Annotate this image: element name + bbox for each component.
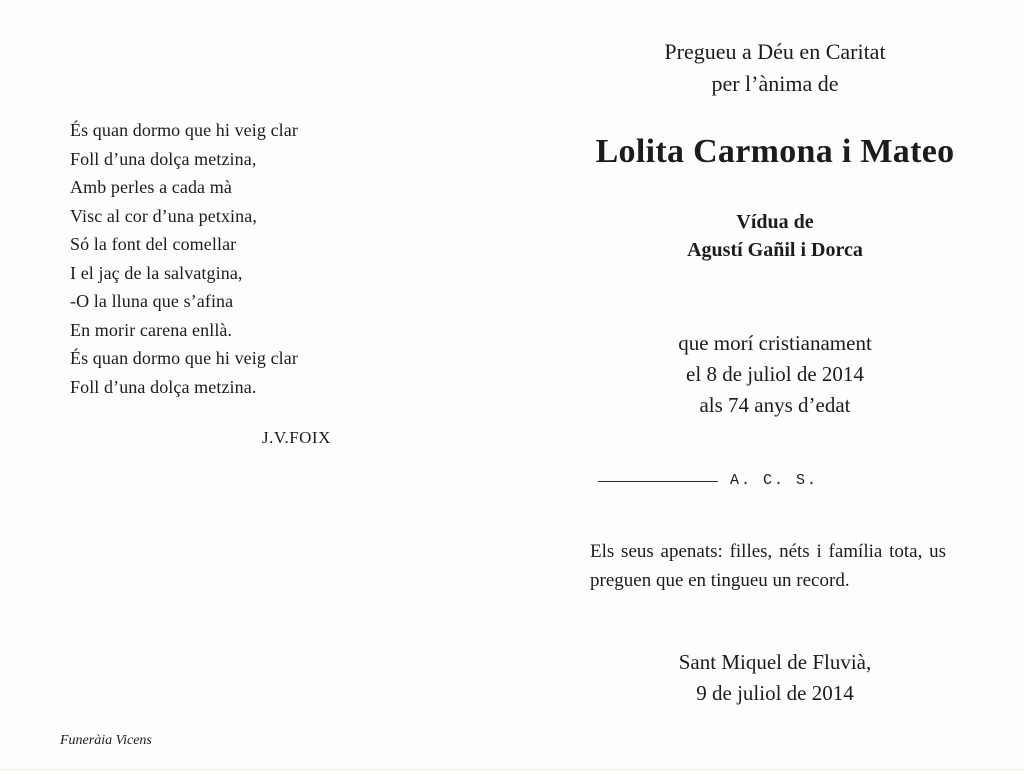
poem-line: En morir carena enllà. <box>70 319 233 340</box>
prayer-line-2: per l’ànima de <box>711 71 839 96</box>
funeral-home-mark: Funeràia Vicens <box>60 733 152 748</box>
poem-line: Visc al cor d’una petxina, <box>70 205 257 226</box>
death-line-2: el 8 de juliol de 2014 <box>686 362 864 386</box>
place: Sant Miquel de Fluvià, <box>678 650 872 674</box>
widow-line-1: Vídua de <box>736 211 814 233</box>
poem-line: Foll d’una dolça metzina, <box>70 148 257 169</box>
poem-line: Só la font del comellar <box>70 234 237 254</box>
poem-line: Amb perles a cada mà <box>70 177 232 197</box>
place-and-date <box>560 647 990 709</box>
widow-line-2: Agustí Gañil i Dorca <box>687 239 863 261</box>
acs-divider <box>598 470 950 492</box>
poem <box>70 116 390 401</box>
death-line-3: als 74 anys d’edat <box>699 393 851 417</box>
poem-author: J.V.FOIX <box>262 428 331 447</box>
prayer-heading <box>560 36 990 100</box>
family-message: Els seus apenats: filles, néts i família tota, us preguen que en tingueu un record. <box>590 541 946 591</box>
death-line-1: que morí cristianament <box>678 331 872 355</box>
bottom-edge <box>0 769 1024 770</box>
poem-line: -O la lluna que s’afina <box>70 291 234 311</box>
widow-of <box>560 208 990 264</box>
deceased-name: Lolita Carmona i Mateo <box>595 133 955 170</box>
date: 9 de juliol de 2014 <box>696 681 854 705</box>
poem-line: És quan dormo que hi veig clar <box>70 120 298 140</box>
acs-text: A. C. S. <box>729 472 818 489</box>
prayer-line-1: Pregueu a Déu en Caritat <box>664 39 886 64</box>
poem-line: És quan dormo que hi veig clar <box>70 348 298 368</box>
poem-line: I el jaç de la salvatgina, <box>70 262 243 283</box>
poem-line: Foll d’una dolça metzina. <box>70 376 257 397</box>
death-notice <box>560 328 990 421</box>
